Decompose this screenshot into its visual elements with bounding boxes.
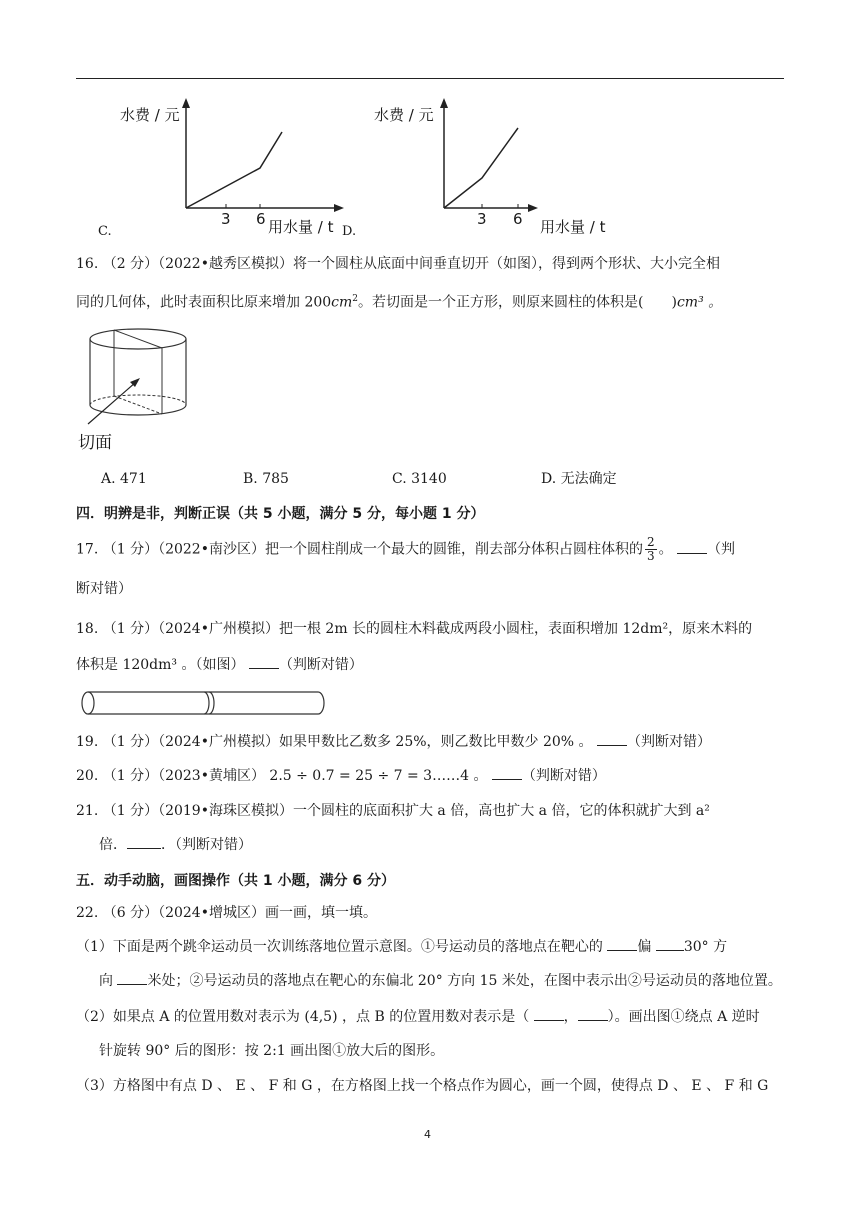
q19-answer-blank[interactable] bbox=[597, 733, 627, 746]
q16-option-d: D. 无法确定 bbox=[541, 471, 617, 487]
q17-fraction-den: 3 bbox=[646, 549, 655, 563]
q20-answer-blank[interactable] bbox=[492, 767, 522, 780]
page-number: 4 bbox=[424, 1128, 431, 1141]
header-rule bbox=[76, 78, 784, 79]
q17-answer-blank[interactable] bbox=[677, 541, 707, 554]
q16-option-b: B. 785 bbox=[243, 471, 289, 487]
graph-c-x-label: 用水量 / t bbox=[268, 218, 334, 236]
q22-blank-b-y[interactable] bbox=[578, 1008, 608, 1021]
q16-line2: 同的几何体，此时表面积比原来增加 $200cm^2$。若切面是一个正方形，则原来圆柱的体积是( )cm³ 。 bbox=[76, 294, 723, 311]
q18-line2a: 体积是 120dm³ 。（如图） bbox=[76, 657, 245, 673]
q16-line2-end: cm³ 。 bbox=[676, 294, 723, 311]
q22-part2-line1 bbox=[76, 1008, 760, 1026]
q20-text-a: 20. （1 分）（2023•黄埔区） 2.5 ÷ 0.7 = 25 ÷ 7 = 3……4 。 bbox=[76, 768, 488, 784]
section-4-title: 四．明辨是非，判断正误（共 5 小题，满分 5 分，每小题 1 分） bbox=[76, 506, 485, 522]
q16-option-a: A. 471 bbox=[101, 471, 147, 487]
q22-blank-distance[interactable] bbox=[117, 972, 147, 985]
q22-part1-line2 bbox=[99, 972, 782, 990]
option-c-label: C. bbox=[98, 224, 112, 239]
q17-line1a: 17. （1 分）（2022•南沙区）把一个圆柱削成一个最大的圆锥，削去部分体积占圆柱体积的 bbox=[76, 541, 643, 558]
q19-text bbox=[76, 733, 711, 751]
q21-line2 bbox=[99, 836, 252, 854]
q22-p1c: 30° 方 bbox=[683, 939, 728, 955]
graph-d-tick-6: 6 bbox=[513, 210, 523, 228]
q20-text-b: （判断对错） bbox=[521, 768, 606, 784]
q17-line2: 断对错） bbox=[76, 581, 132, 597]
q18-line1: 18. （1 分）（2024•广州模拟）把一根 2m 长的圆柱木料截成两段小圆柱，表面积增加 12dm²，原来木料的 bbox=[76, 621, 753, 637]
q16-unit: cm bbox=[331, 294, 353, 311]
q19-text-b: （判断对错） bbox=[627, 734, 711, 750]
log-figure bbox=[78, 688, 328, 718]
q17-fraction bbox=[645, 536, 657, 563]
q21-line1: 21. （1 分）（2019•海珠区模拟）一个圆柱的底面积扩大 a 倍，高也扩大 a 倍，它的体积就扩大到 a² bbox=[76, 803, 710, 819]
q17-line1 bbox=[76, 536, 735, 563]
cylinder-cut-figure bbox=[78, 326, 198, 426]
q22-p2b: ， bbox=[563, 1009, 578, 1025]
graph-c bbox=[182, 98, 344, 212]
q16-line1: 16. （2 分）（2022•越秀区模拟）将一个圆柱从底面中间垂直切开（如图），得到两个形状、大小完全相 bbox=[76, 256, 720, 272]
graph-c-tick-3: 3 bbox=[221, 210, 231, 228]
q17-fraction-num: 2 bbox=[646, 535, 655, 549]
q17-line1c: （判 bbox=[707, 541, 736, 558]
q22-p1d: 向 bbox=[99, 973, 113, 989]
q21-line2a: 倍． bbox=[99, 837, 127, 853]
graph-d-tick-3: 3 bbox=[477, 210, 487, 228]
q17-line1b: 。 bbox=[658, 541, 673, 558]
q16-line2a: 同的几何体，此时表面积比原来增加 200 bbox=[76, 294, 332, 311]
q22-part2-line2: 针旋转 90° 后的图形：按 2:1 画出图①放大后的图形。 bbox=[99, 1043, 445, 1059]
q16-line2b: 。若切面是一个正方形，则原来圆柱的体积是( ) bbox=[358, 294, 677, 311]
q18-line2 bbox=[76, 656, 363, 674]
q22-p2a: （2）如果点 A 的位置用数对表示为 (4,5) ，点 B 的位置用数对表示是（ bbox=[76, 1009, 530, 1025]
q22-blank-b-x[interactable] bbox=[534, 1008, 564, 1021]
q22-part3-line1: （3）方格图中有点 D 、 E 、 F 和 G ，在方格图上找一个格点作为圆心，画一个圆，使得点 D 、 E 、 F 和 G bbox=[76, 1078, 769, 1094]
q22-p1a: （1）下面是两个跳伞运动员一次训练落地位置示意图。①号运动员的落地点在靶心的 bbox=[76, 939, 603, 955]
q22-p1b: 偏 bbox=[637, 939, 652, 955]
q19-text-a: 19. （1 分）（2024•广州模拟）如果甲数比乙数多 25%，则乙数比甲数少 20% 。 bbox=[76, 734, 593, 750]
q21-line2b: ．（判断对错） bbox=[161, 837, 252, 853]
q21-answer-blank[interactable] bbox=[127, 836, 161, 849]
graph-d-x-label: 用水量 / t bbox=[540, 218, 606, 236]
q22-p2c: ）。画出图①绕点 A 逆时 bbox=[607, 1009, 760, 1025]
q20-text bbox=[76, 767, 606, 785]
graph-d bbox=[440, 98, 538, 212]
q22-blank-direction-2[interactable] bbox=[656, 938, 684, 951]
q22-p1e: 米处；②号运动员的落地点在靶心的东偏北 20° 方向 15 米处，在图中表示出②号运动员的落地位置。 bbox=[147, 973, 782, 989]
q18-line2b: （判断对错） bbox=[278, 657, 363, 673]
q16-option-c: C. 3140 bbox=[392, 471, 447, 487]
graph-c-y-label: 水费 / 元 bbox=[120, 106, 180, 124]
graph-c-tick-6: 6 bbox=[256, 210, 266, 228]
q22-part1-line1 bbox=[76, 938, 727, 956]
option-d-label: D. bbox=[342, 224, 357, 239]
cut-face-label: 切面 bbox=[78, 433, 112, 453]
q22-blank-direction-1[interactable] bbox=[607, 938, 637, 951]
q22-line1: 22. （6 分）（2024•增城区）画一画，填一填。 bbox=[76, 905, 377, 921]
q18-answer-blank[interactable] bbox=[249, 656, 279, 669]
section-5-title: 五．动手动脑，画图操作（共 1 小题，满分 6 分） bbox=[76, 873, 395, 889]
graph-d-y-label: 水费 / 元 bbox=[374, 106, 434, 124]
